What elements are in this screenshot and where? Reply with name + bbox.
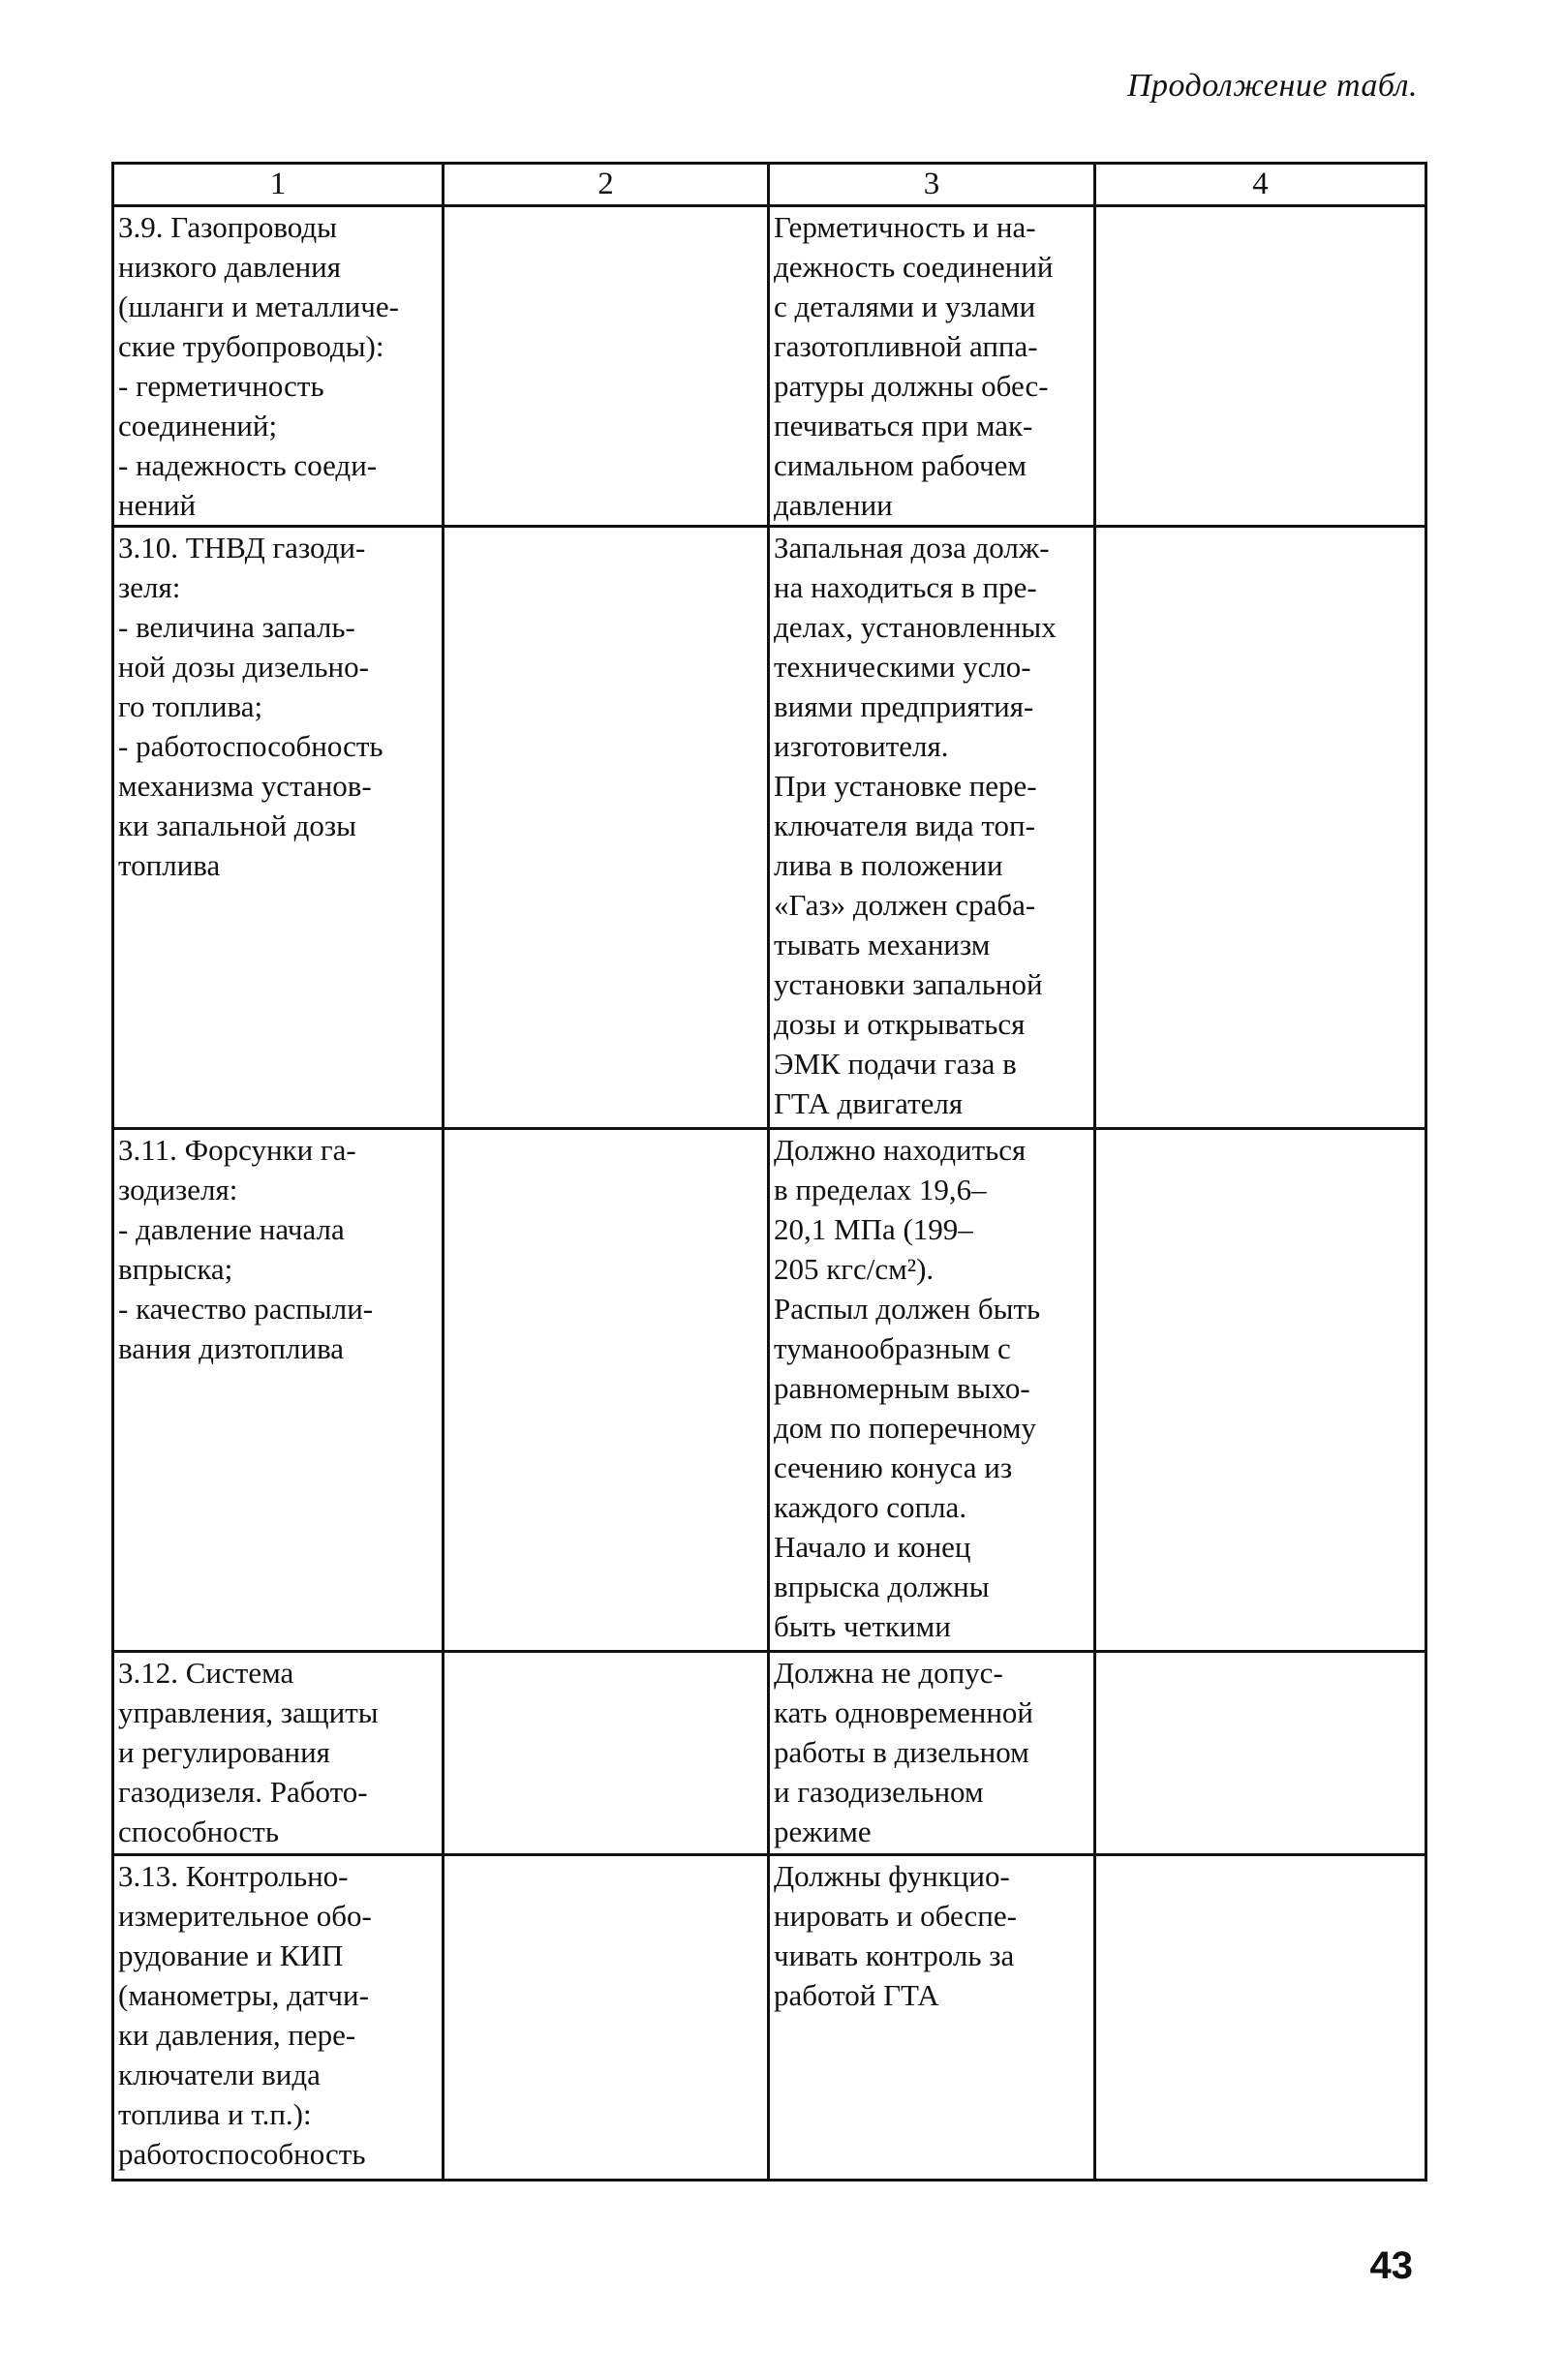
empty-cell xyxy=(1095,527,1426,1129)
table-row xyxy=(113,1129,1426,1652)
empty-cell xyxy=(444,527,769,1129)
specification-table xyxy=(111,162,1427,2182)
requirement-text: Герметичность и на- дежность соединений с деталями и узлами газотопливной аппа- ратуры должны обес- печиваться при мак- симальном рабочем давлении xyxy=(774,210,1054,522)
parameter-cell xyxy=(113,206,444,527)
empty-cell xyxy=(444,1129,769,1652)
table-header-row xyxy=(113,164,1426,206)
parameter-cell xyxy=(113,1855,444,2181)
parameter-text: 3.13. Контрольно- измерительное обо- рудование и КИП (манометры, датчи- ки давления, пере- ключатели вида топлива и т.п.): работоспособность xyxy=(118,1859,372,2171)
parameter-text: 3.10. ТНВД газоди- зеля: - величина запаль- ной дозы дизельно- го топлива; - работоспособность механизма установ- ки запальной дозы топлива xyxy=(118,531,383,882)
empty-cell xyxy=(1095,1652,1426,1855)
empty-cell xyxy=(444,1652,769,1855)
column-header-1: 1 xyxy=(113,164,444,206)
empty-cell xyxy=(444,1855,769,2181)
table-row xyxy=(113,1855,1426,2181)
empty-cell xyxy=(1095,1129,1426,1652)
parameter-cell xyxy=(113,1652,444,1855)
requirement-cell xyxy=(769,1129,1095,1652)
empty-cell xyxy=(444,206,769,527)
requirement-cell xyxy=(769,1855,1095,2181)
column-header-2: 2 xyxy=(444,164,769,206)
page-number: 43 xyxy=(1369,2244,1413,2287)
empty-cell xyxy=(1095,1855,1426,2181)
parameter-cell xyxy=(113,1129,444,1652)
requirement-text: Должна не допус- кать одновременной работы в дизельном и газодизельном режиме xyxy=(774,1656,1033,1848)
requirement-text: Должно находиться в пределах 19,6– 20,1 МПа (199– 205 кгс/см²). Распыл должен быть туманообразным с равномерным выхо- дом по поперечному сечению конуса из каждого сопла. Начало и конец впрыска должны быть четкими xyxy=(774,1133,1041,1643)
table-continuation-label: Продолжение табл. xyxy=(1126,68,1418,104)
column-header-4: 4 xyxy=(1095,164,1426,206)
parameter-text: 3.9. Газопроводы низкого давления (шланги и металличе- ские трубопроводы): - герметичность соединений; - надежность соеди- нений xyxy=(118,210,399,522)
parameter-cell xyxy=(113,527,444,1129)
parameter-text: 3.12. Система управления, защиты и регулирования газодизеля. Работо- способность xyxy=(118,1656,379,1848)
empty-cell xyxy=(1095,206,1426,527)
requirement-cell xyxy=(769,206,1095,527)
requirement-text: Должны функцио- нировать и обеспе- чивать контроль за работой ГТА xyxy=(774,1859,1017,2012)
parameter-text: 3.11. Форсунки га- зодизеля: - давление начала впрыска; - качество распыли- вания дизтоплива xyxy=(118,1133,374,1365)
table-row xyxy=(113,527,1426,1129)
requirement-cell xyxy=(769,527,1095,1129)
column-header-3: 3 xyxy=(769,164,1095,206)
requirement-cell xyxy=(769,1652,1095,1855)
table-row xyxy=(113,1652,1426,1855)
requirement-text: Запальная доза долж- на находиться в пре- делах, установленных техническими усло- виями предприятия- изготовителя. При установке пере- ключателя вида топ- лива в положении «Газ» должен сраба- тывать механизм установки запальной дозы и открываться ЭМК подачи газа в ГТА двигателя xyxy=(774,531,1057,1120)
table-row xyxy=(113,206,1426,527)
